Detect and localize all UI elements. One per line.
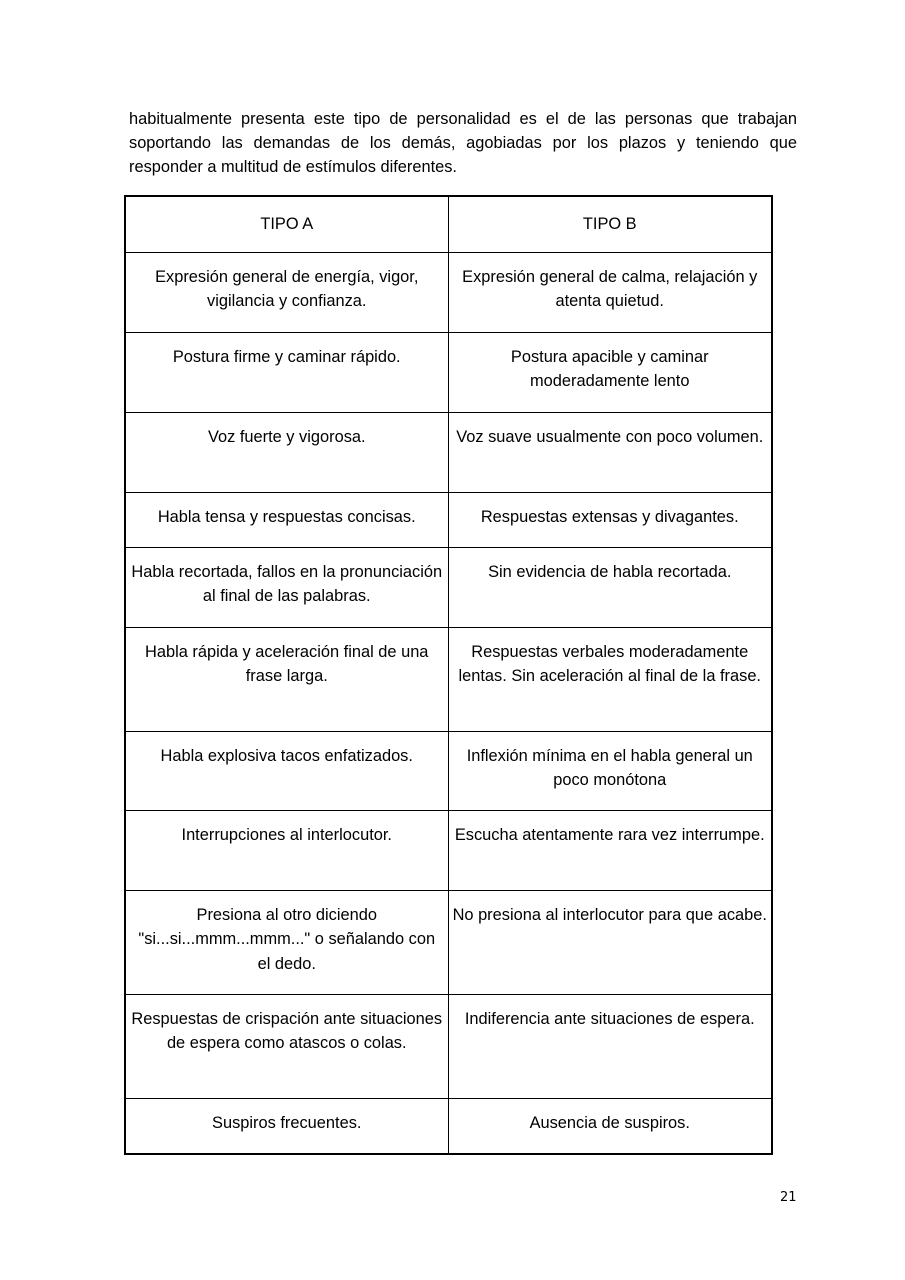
cell-tipo-b: Escucha atentamente rara vez interrumpe. (448, 810, 772, 890)
cell-tipo-b: Sin evidencia de habla recortada. (448, 547, 772, 627)
cell-tipo-b: No presiona al interlocutor para que acabe. (448, 890, 772, 994)
cell-tipo-a: Habla rápida y aceleración final de una frase larga. (125, 627, 448, 731)
table-row (125, 252, 772, 332)
table-row (125, 994, 772, 1098)
cell-tipo-a: Presiona al otro diciendo "si...si...mmm...mmm..." o señalando con el dedo. (125, 890, 448, 994)
table-row (125, 332, 772, 412)
cell-tipo-a: Postura firme y caminar rápido. (125, 332, 448, 412)
cell-tipo-a: Voz fuerte y vigorosa. (125, 412, 448, 492)
header-tipo-b: TIPO B (448, 196, 772, 252)
cell-tipo-b: Ausencia de suspiros. (448, 1098, 772, 1154)
cell-tipo-b: Expresión general de calma, relajación y atenta quietud. (448, 252, 772, 332)
table-row (125, 890, 772, 994)
table-row (125, 1098, 772, 1154)
table-row (125, 492, 772, 547)
table-row (125, 810, 772, 890)
cell-tipo-b: Respuestas extensas y divagantes. (448, 492, 772, 547)
cell-tipo-a: Habla tensa y respuestas concisas. (125, 492, 448, 547)
cell-tipo-b: Postura apacible y caminar moderadamente lento (448, 332, 772, 412)
cell-tipo-a: Habla explosiva tacos enfatizados. (125, 731, 448, 810)
table-row (125, 627, 772, 731)
cell-tipo-b: Respuestas verbales moderadamente lentas. Sin aceleración al final de la frase. (448, 627, 772, 731)
cell-tipo-a: Respuestas de crispación ante situaciones de espera como atascos o colas. (125, 994, 448, 1098)
header-tipo-a: TIPO A (125, 196, 448, 252)
table-row (125, 731, 772, 810)
table-row (125, 547, 772, 627)
cell-tipo-b: Inflexión mínima en el habla general un poco monótona (448, 731, 772, 810)
page-number: 21 (780, 1190, 797, 1205)
intro-paragraph: habitualmente presenta este tipo de personalidad es el de las personas que trabajan soportando las demandas de los demás, agobiadas por los plazos y teniendo que responder a multitud de estímulos diferentes. (129, 110, 797, 176)
cell-tipo-a: Suspiros frecuentes. (125, 1098, 448, 1154)
comparison-table (124, 195, 773, 1155)
cell-tipo-a: Interrupciones al interlocutor. (125, 810, 448, 890)
cell-tipo-a: Habla recortada, fallos en la pronunciación al final de las palabras. (125, 547, 448, 627)
cell-tipo-a: Expresión general de energía, vigor, vigilancia y confianza. (125, 252, 448, 332)
cell-tipo-b: Voz suave usualmente con poco volumen. (448, 412, 772, 492)
table-row (125, 412, 772, 492)
table-header-row (125, 196, 772, 252)
cell-tipo-b: Indiferencia ante situaciones de espera. (448, 994, 772, 1098)
